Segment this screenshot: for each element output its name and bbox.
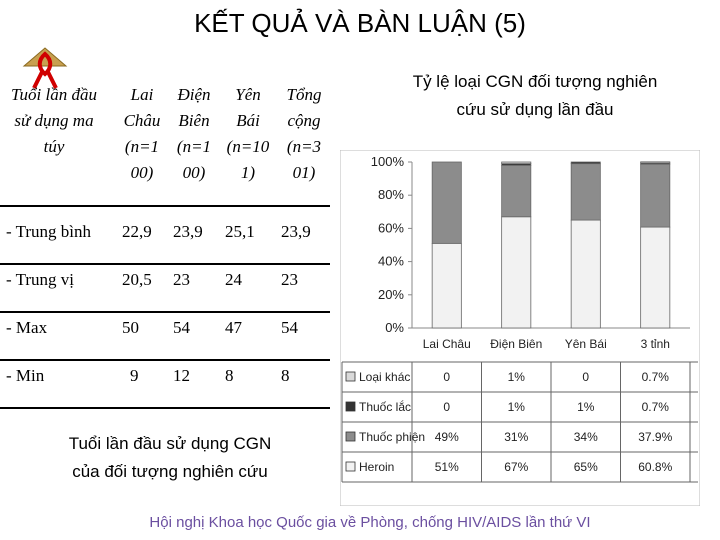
x-category-label: Yên Bái [564, 337, 607, 351]
caption-line: Tuổi lần đầu sử dụng CGN [68, 434, 272, 453]
header-line: Biên [178, 111, 210, 130]
table-cell: 23 [173, 270, 190, 289]
row-label-trung-binh: - Trung bình [6, 222, 92, 241]
bar-segment [502, 165, 531, 216]
header-line: (n=3 [286, 137, 322, 156]
header-line: sử dụng ma [14, 111, 94, 130]
y-tick-label: 0% [385, 320, 404, 335]
table-cell: 23,9 [281, 222, 311, 241]
header-line: (n=10 [226, 137, 270, 156]
legend-label: Thuốc phiện [359, 430, 426, 444]
table-rule [0, 359, 330, 361]
y-tick-label: 80% [377, 187, 404, 203]
table-value: 65% [573, 460, 598, 474]
y-tick-label: 40% [377, 253, 404, 269]
bar-segment [641, 227, 670, 328]
table-cell: 24 [225, 270, 242, 289]
bar-segment [641, 164, 670, 227]
header-line: Tổng [286, 85, 322, 104]
header-line: Điện [177, 85, 211, 104]
table-value: 67% [504, 460, 529, 474]
table-cell: 12 [173, 366, 190, 385]
table-value: 51% [434, 460, 459, 474]
legend-swatch [346, 372, 355, 381]
header-line: 00) [182, 163, 206, 182]
x-category-label: 3 tỉnh [640, 337, 670, 351]
caption-line: của đối tượng nghiên cứu [72, 462, 268, 481]
table-cell: 9 [130, 366, 139, 385]
x-category-label: Lai Châu [422, 337, 471, 351]
table-value: 0.7% [641, 400, 669, 414]
header-line: cộng [287, 111, 321, 130]
header-line: Yên [235, 85, 261, 104]
table-rule [0, 205, 330, 207]
table-value: 1% [577, 400, 595, 414]
figure-caption [20, 430, 320, 486]
table-value: 0.7% [641, 370, 669, 384]
table-value: 0 [443, 400, 451, 414]
table-cell: 47 [225, 318, 242, 337]
table-value: 60.8% [638, 460, 673, 474]
legend-label: Heroin [359, 460, 395, 474]
footer-text: Hội nghị Khoa học Quốc gia về Phòng, chống HIV/AIDS lần thứ VI [149, 514, 591, 531]
table-cell: 20,5 [122, 270, 152, 289]
table-cell: 8 [225, 366, 234, 385]
table-header-yen-bai [222, 82, 274, 186]
legend-label: Loại khác [359, 370, 411, 384]
table-header-lai-chau [118, 82, 166, 186]
table-value: 0 [443, 370, 451, 384]
slide-title: KẾT QUẢ VÀ BÀN LUẬN (5) [194, 8, 526, 38]
x-category-label: Điện Biên [490, 337, 543, 351]
bar-segment [571, 162, 600, 164]
table-value: 34% [573, 430, 598, 444]
header-line: 1) [240, 163, 256, 182]
row-label-trung-vi: - Trung vị [6, 270, 75, 289]
table-header-dien-bien [170, 82, 218, 186]
legend-swatch [346, 432, 355, 441]
row-label-min: - Min [6, 366, 45, 385]
chart-title-line: Tỷ lệ loại CGN đối tượng nghiên [412, 72, 658, 91]
stacked-bar-chart [340, 150, 700, 506]
header-line: (n=1 [124, 137, 160, 156]
table-cell: 50 [122, 318, 139, 337]
table-value: 0 [582, 370, 590, 384]
table-cell: 8 [281, 366, 290, 385]
legend-swatch [346, 402, 355, 411]
header-line: túy [43, 137, 65, 156]
table-cell: 23 [281, 270, 298, 289]
chart-title [360, 68, 710, 124]
table-cell: 22,9 [122, 222, 152, 241]
table-value: 49% [434, 430, 459, 444]
table-rule [0, 311, 330, 313]
header-line: (n=1 [176, 137, 212, 156]
table-header-row-label [2, 82, 106, 160]
table-cell: 23,9 [173, 222, 203, 241]
bar-segment [571, 164, 600, 220]
header-line: Lai [130, 85, 154, 104]
table-value: 1% [507, 400, 525, 414]
chart-title-line: cứu sử dụng lần đầu [456, 100, 614, 119]
bar-segment [571, 220, 600, 328]
table-rule [0, 263, 330, 265]
header-line: Châu [123, 111, 161, 130]
table-value: 31% [504, 430, 529, 444]
table-rule [0, 407, 330, 409]
y-tick-label: 60% [377, 220, 404, 236]
header-line: Bái [236, 111, 260, 130]
table-cell: 54 [281, 318, 298, 337]
header-line: 01) [292, 163, 316, 182]
table-value: 37.9% [638, 430, 673, 444]
legend-label: Thuốc lắc [359, 400, 412, 414]
table-value: 1% [507, 370, 525, 384]
header-line: Tuổi lần đầu [11, 85, 97, 104]
bar-segment [432, 243, 461, 328]
y-tick-label: 20% [377, 286, 404, 302]
table-header-tong-cong [280, 82, 328, 186]
row-label-max: - Max [6, 318, 48, 337]
table-cell: 54 [173, 318, 190, 337]
y-tick-label: 100% [370, 154, 404, 169]
header-line: 00) [130, 163, 154, 182]
bar-segment [641, 162, 670, 163]
bar-segment [432, 162, 461, 243]
table-cell: 25,1 [225, 222, 255, 241]
legend-swatch [346, 462, 355, 471]
bar-segment [502, 217, 531, 328]
bar-segment [502, 162, 531, 164]
